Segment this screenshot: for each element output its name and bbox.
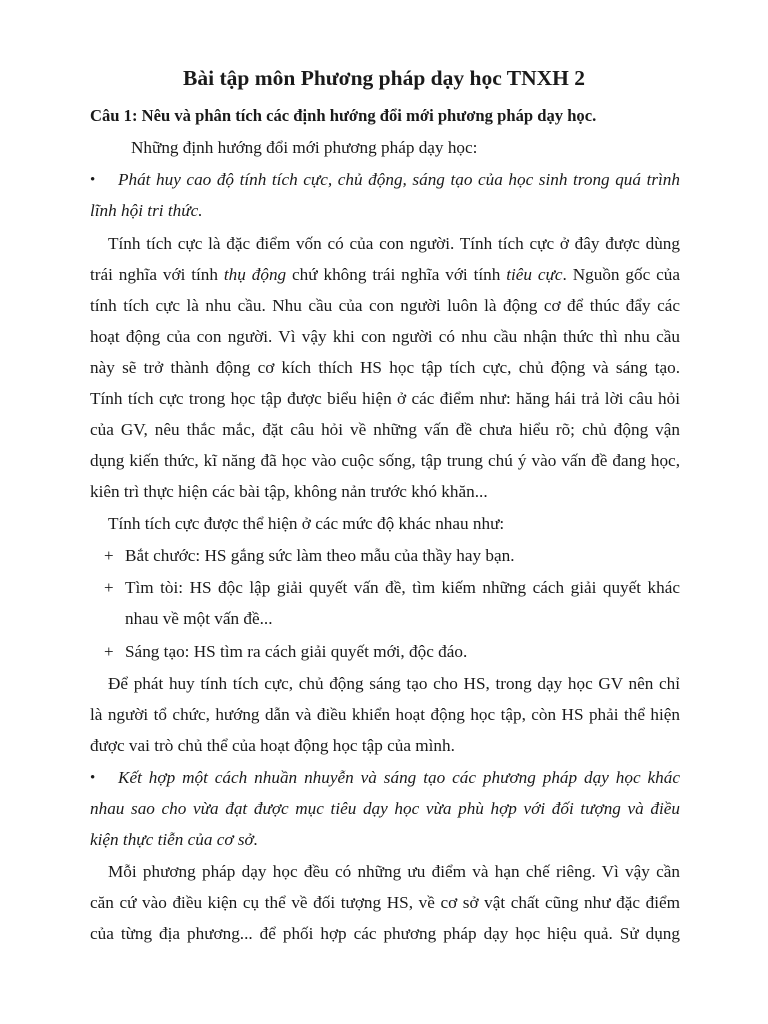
bullet-2-line-3: kiện thực tiễn của cơ sở.	[90, 830, 259, 849]
text-span: . Nguồn gốc của	[562, 265, 680, 284]
para-1-line-3: tính tích cực là nhu cầu. Nhu cầu của con người luôn là động cơ để thúc đẩy các	[90, 296, 680, 315]
level-creativity: Sáng tạo: HS tìm ra cách giải quyết mới, độc đáo.	[125, 642, 468, 661]
plus-icon: +	[104, 546, 114, 565]
intro-text: Những định hướng đổi mới phương pháp dạy học:	[131, 138, 478, 157]
para-1-line-8: dụng kiến thức, kĩ năng đã học vào cuộc sống, tập trung chú ý vào vấn đề đang học,	[90, 451, 680, 470]
para-3-line-1: Để phát huy tính tích cực, chủ động sáng tạo cho HS, trong dạy học GV nên chỉ	[108, 674, 680, 693]
emphasis-passive: thụ động	[223, 265, 287, 284]
level-exploration-line-1: Tìm tòi: HS độc lập giải quyết vấn đề, tìm kiếm những cách giải quyết khác	[125, 578, 680, 597]
bullet-icon: •	[90, 172, 96, 188]
para-1-line-2	[90, 263, 680, 287]
para-1-line-4: hoạt động của con người. Vì vậy khi con người có nhu cầu nhận thức thì nhu cầu	[90, 327, 680, 346]
para-1-line-5: này sẽ trở thành động cơ kích thích HS học tập tích cực, chủ động và sáng tạo.	[90, 358, 680, 377]
bullet-2-line-2: nhau sao cho vừa đạt được mục tiêu dạy học vừa phù hợp với đối tượng và điều	[90, 799, 680, 818]
level-exploration-line-2: nhau về một vấn đề...	[125, 609, 273, 628]
plus-icon: +	[104, 642, 114, 661]
bullet-2-line-1: Kết hợp một cách nhuần nhuyễn và sáng tạo các phương pháp dạy học khác	[118, 768, 680, 787]
emphasis-negative: tiêu cực	[506, 265, 563, 284]
para-1-line-6: Tính tích cực trong học tập được biểu hiện ở các điểm như: hăng hái trả lời câu hỏi	[90, 389, 680, 408]
para-4-line-3: của từng địa phương... để phối hợp các phương pháp dạy học hiệu quả. Sử dụng	[90, 924, 680, 943]
bullet-icon: •	[90, 770, 96, 786]
para-3-line-2: là người tổ chức, hướng dẫn và điều khiển hoạt động học tập, còn HS phải thể hiện	[90, 705, 680, 724]
bullet-1-line-2: lĩnh hội tri thức.	[90, 201, 203, 220]
para-4-line-1: Mỗi phương pháp dạy học đều có những ưu điểm và hạn chế riêng. Vì vậy cần	[108, 862, 680, 881]
question-1-heading: Câu 1: Nêu và phân tích các định hướng đổi mới phương pháp dạy học.	[90, 106, 597, 125]
para-2: Tính tích cực được thể hiện ở các mức độ khác nhau như:	[108, 514, 505, 533]
text-span: trái nghĩa với tính	[90, 265, 224, 284]
para-3-line-3: được vai trò chủ thể của hoạt động học tập của mình.	[90, 736, 455, 755]
level-imitation: Bắt chước: HS gắng sức làm theo mẫu của thầy hay bạn.	[125, 546, 515, 565]
para-1-line-9: kiên trì thực hiện các bài tập, không nản trước khó khăn...	[90, 482, 488, 501]
plus-icon: +	[104, 578, 114, 597]
document-title: Bài tập môn Phương pháp dạy học TNXH 2	[183, 66, 585, 90]
bullet-1-line-1: Phát huy cao độ tính tích cực, chủ động, sáng tạo của học sinh trong quá trình	[118, 170, 680, 189]
text-span: chứ không trái nghĩa với tính	[286, 265, 507, 284]
para-1-line-1: Tính tích cực là đặc điểm vốn có của con người. Tính tích cực ở đây được dùng	[108, 234, 680, 253]
para-4-line-2: căn cứ vào điều kiện cụ thể về đối tượng HS, về cơ sở vật chất cũng như đặc điểm	[90, 893, 680, 912]
para-1-line-7: của GV, nêu thắc mắc, đặt câu hỏi về những vấn đề chưa hiểu rõ; chủ động vận	[90, 420, 680, 439]
